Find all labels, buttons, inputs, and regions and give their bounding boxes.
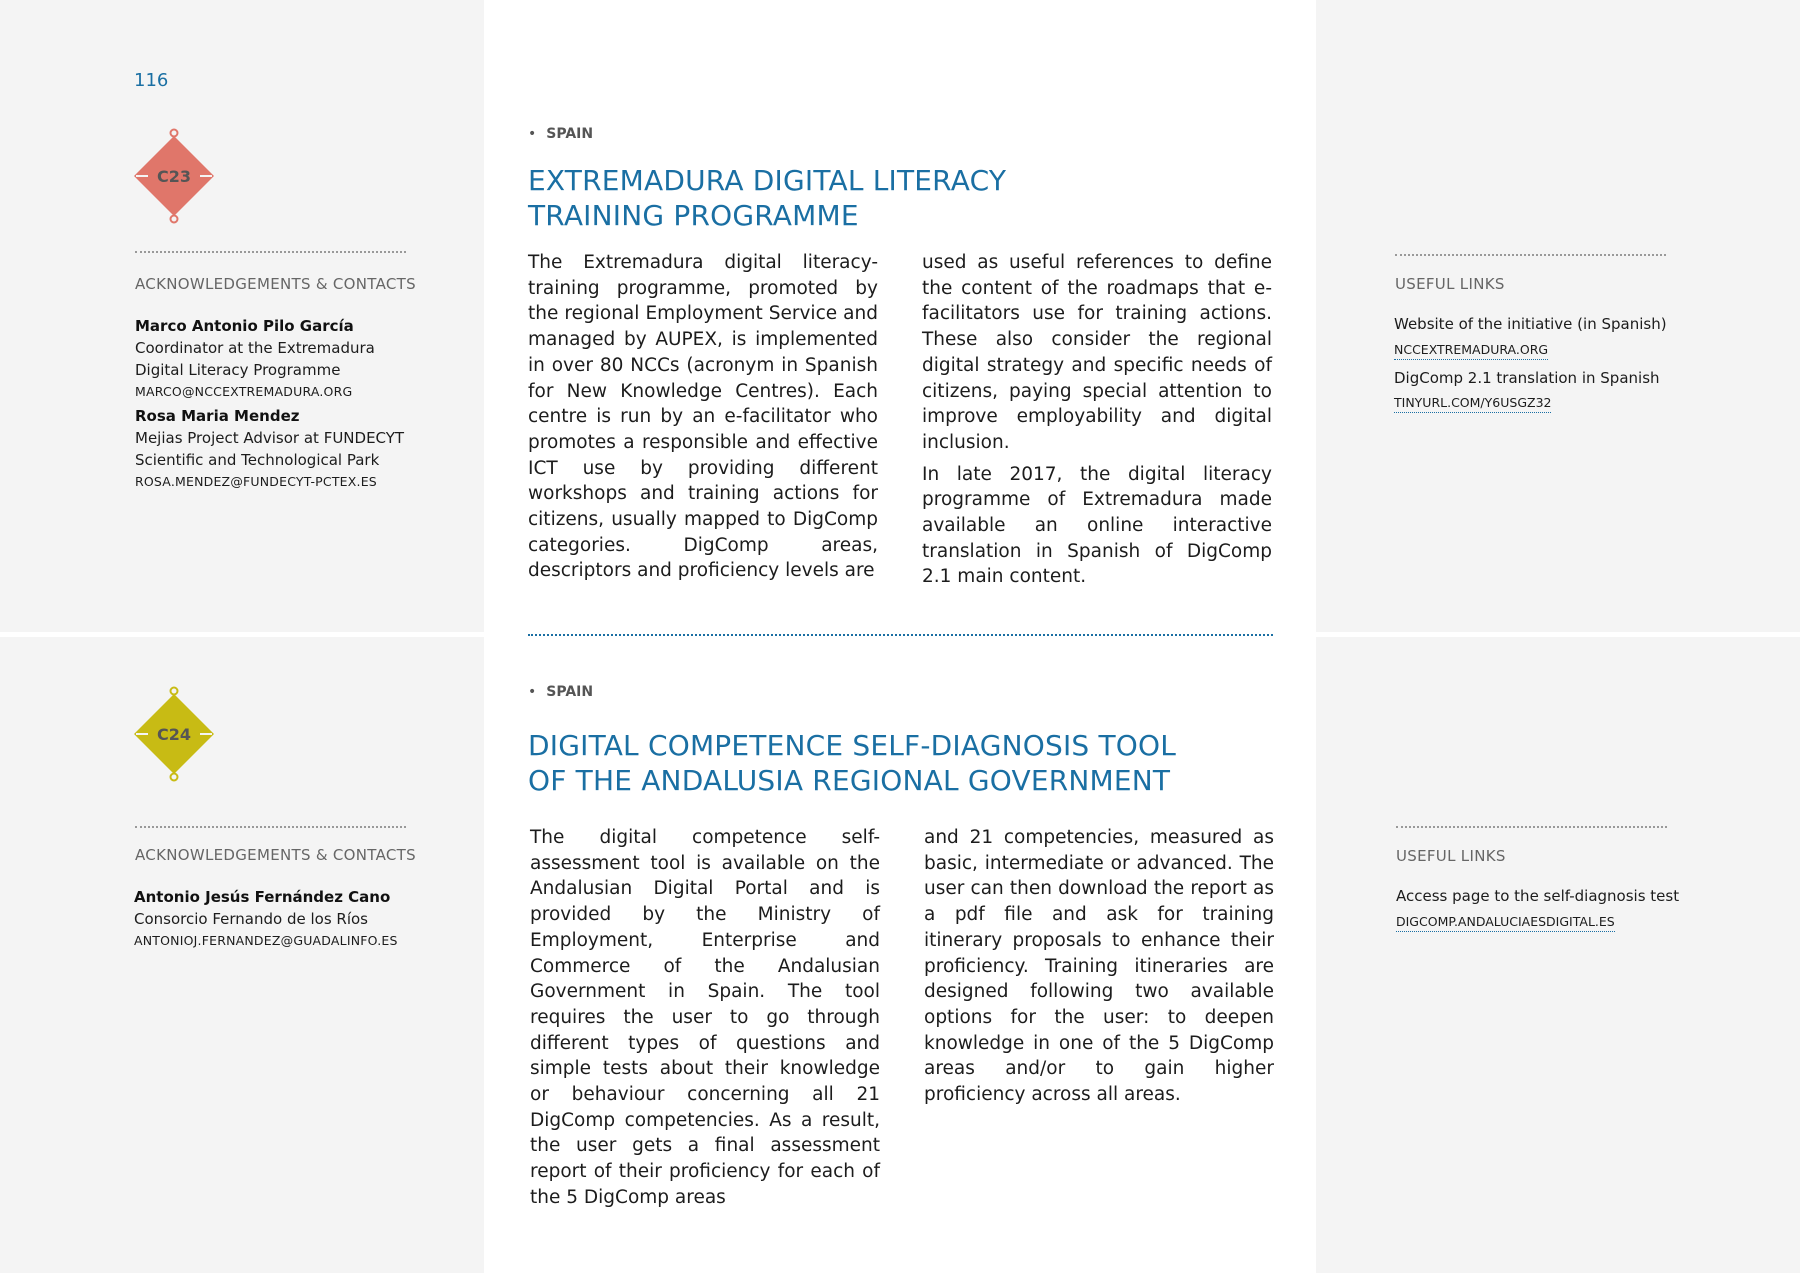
- title-line: DIGITAL COMPETENCE SELF-DIAGNOSIS TOOL: [528, 729, 1177, 762]
- useful-links-heading: USEFUL LINKS: [1395, 275, 1505, 293]
- divider: [1396, 826, 1667, 828]
- contact-role: Scientific and Technological Park: [135, 451, 380, 469]
- ack-heading: ACKNOWLEDGEMENTS & CONTACTS: [135, 275, 416, 293]
- contacts-list: [135, 315, 404, 493]
- contact-email[interactable]: MARCO@NCCEXTREMADURA.ORG: [135, 384, 353, 399]
- paragraph: In late 2017, the digital literacy programme of Extremadura made available an online interactive translation in Spanish of DigComp 2.1 main content.: [922, 463, 1272, 588]
- title-line: OF THE ANDALUSIA REGIONAL GOVERNMENT: [528, 764, 1171, 797]
- link-url[interactable]: DIGCOMP.ANDALUCIAESDIGITAL.ES: [1396, 913, 1615, 932]
- paragraph: The digital competence self-assessment tool is available on the Andalusian Digital Portal and is provided by the Ministry of Employment, Enterprise and Commerce of the Andalusian Government in Spain. The tool requires the user to go through different types of questions and simple tests about their knowledge or behaviour concerning all 21 DigComp competencies. As a result, the user gets a final assessment report of their proficiency for each of the 5 DigComp areas: [530, 827, 880, 1208]
- paragraph: used as useful references to define the content of the roadmaps that e-facilitators use for training actions. These also consider the regional digital strategy and specific needs of citizens, paying special attention to improve employability and digital inclusion.: [922, 252, 1272, 453]
- contact-name: Marco Antonio Pilo García: [135, 317, 354, 335]
- link-label: Website of the initiative (in Spanish): [1394, 315, 1667, 333]
- body-column-1: [530, 825, 880, 1211]
- contact-name: Antonio Jesús Fernández Cano: [134, 888, 391, 906]
- link-url[interactable]: NCCEXTREMADURA.ORG: [1394, 341, 1548, 360]
- divider: [135, 251, 406, 253]
- title-line: TRAINING PROGRAMME: [528, 199, 859, 232]
- contact-email[interactable]: ANTONIOJ.FERNANDEZ@GUADALINFO.ES: [134, 933, 398, 948]
- body-column-1: [528, 250, 878, 584]
- section-divider-dotted: [528, 634, 1273, 636]
- link-label: DigComp 2.1 translation in Spanish: [1394, 368, 1660, 387]
- contact-role: Consorcio Fernando de los Ríos: [134, 910, 368, 928]
- useful-links: [1396, 884, 1679, 938]
- section-title: [528, 163, 1006, 233]
- c24-diamond-badge: [134, 686, 214, 782]
- link-label: Access page to the self-diagnosis test: [1396, 887, 1680, 905]
- useful-links-heading: USEFUL LINKS: [1396, 847, 1506, 865]
- c23-diamond-badge: [134, 128, 214, 224]
- badge-code: C24: [156, 725, 192, 744]
- divider: [135, 826, 406, 828]
- section-title: [528, 728, 1176, 798]
- country-label: • SPAIN: [528, 126, 593, 142]
- ack-heading: ACKNOWLEDGEMENTS & CONTACTS: [135, 846, 416, 864]
- contact-name: Rosa Maria Mendez: [135, 407, 300, 425]
- useful-links: [1394, 312, 1667, 419]
- contact-role: Digital Literacy Programme: [135, 361, 341, 379]
- paragraph: and 21 competencies, measured as basic, intermediate or advanced. The user can then download the report as a pdf file and ask for training itinerary proposals to enhance their proficiency. Training itineraries are designed following two available options for the user: to deepen knowledge in one of the 5 DigComp areas and/or to gain higher proficiency across all areas.: [924, 827, 1274, 1106]
- country-label: • SPAIN: [528, 684, 593, 700]
- title-line: EXTREMADURA DIGITAL LITERACY: [528, 164, 1007, 197]
- contact-email[interactable]: ROSA.MENDEZ@FUNDECYT-PCTEX.ES: [135, 474, 377, 489]
- body-column-2: [922, 250, 1272, 590]
- contact-role: Coordinator at the Extremadura: [135, 339, 375, 357]
- contact-role: Mejias Project Advisor at FUNDECYT: [135, 429, 405, 447]
- contacts-list: [134, 886, 398, 952]
- paragraph: The Extremadura digital literacy-training programme, promoted by the regional Employment Service and managed by AUPEX, is implemented in over 80 NCCs (acronym in Spanish for New Knowledge Centres). Each centre is run by an e-facilitator who promotes a responsible and effective ICT use by providing different workshops and training actions for citizens, usually mapped to DigComp categories. DigComp areas, descriptors and proficiency levels are: [528, 252, 878, 582]
- page-number: 116: [134, 70, 169, 91]
- link-url[interactable]: TINYURL.COM/Y6USGZ32: [1394, 394, 1551, 413]
- body-column-2: [924, 825, 1274, 1108]
- divider: [1395, 254, 1666, 256]
- badge-code: C23: [156, 167, 192, 186]
